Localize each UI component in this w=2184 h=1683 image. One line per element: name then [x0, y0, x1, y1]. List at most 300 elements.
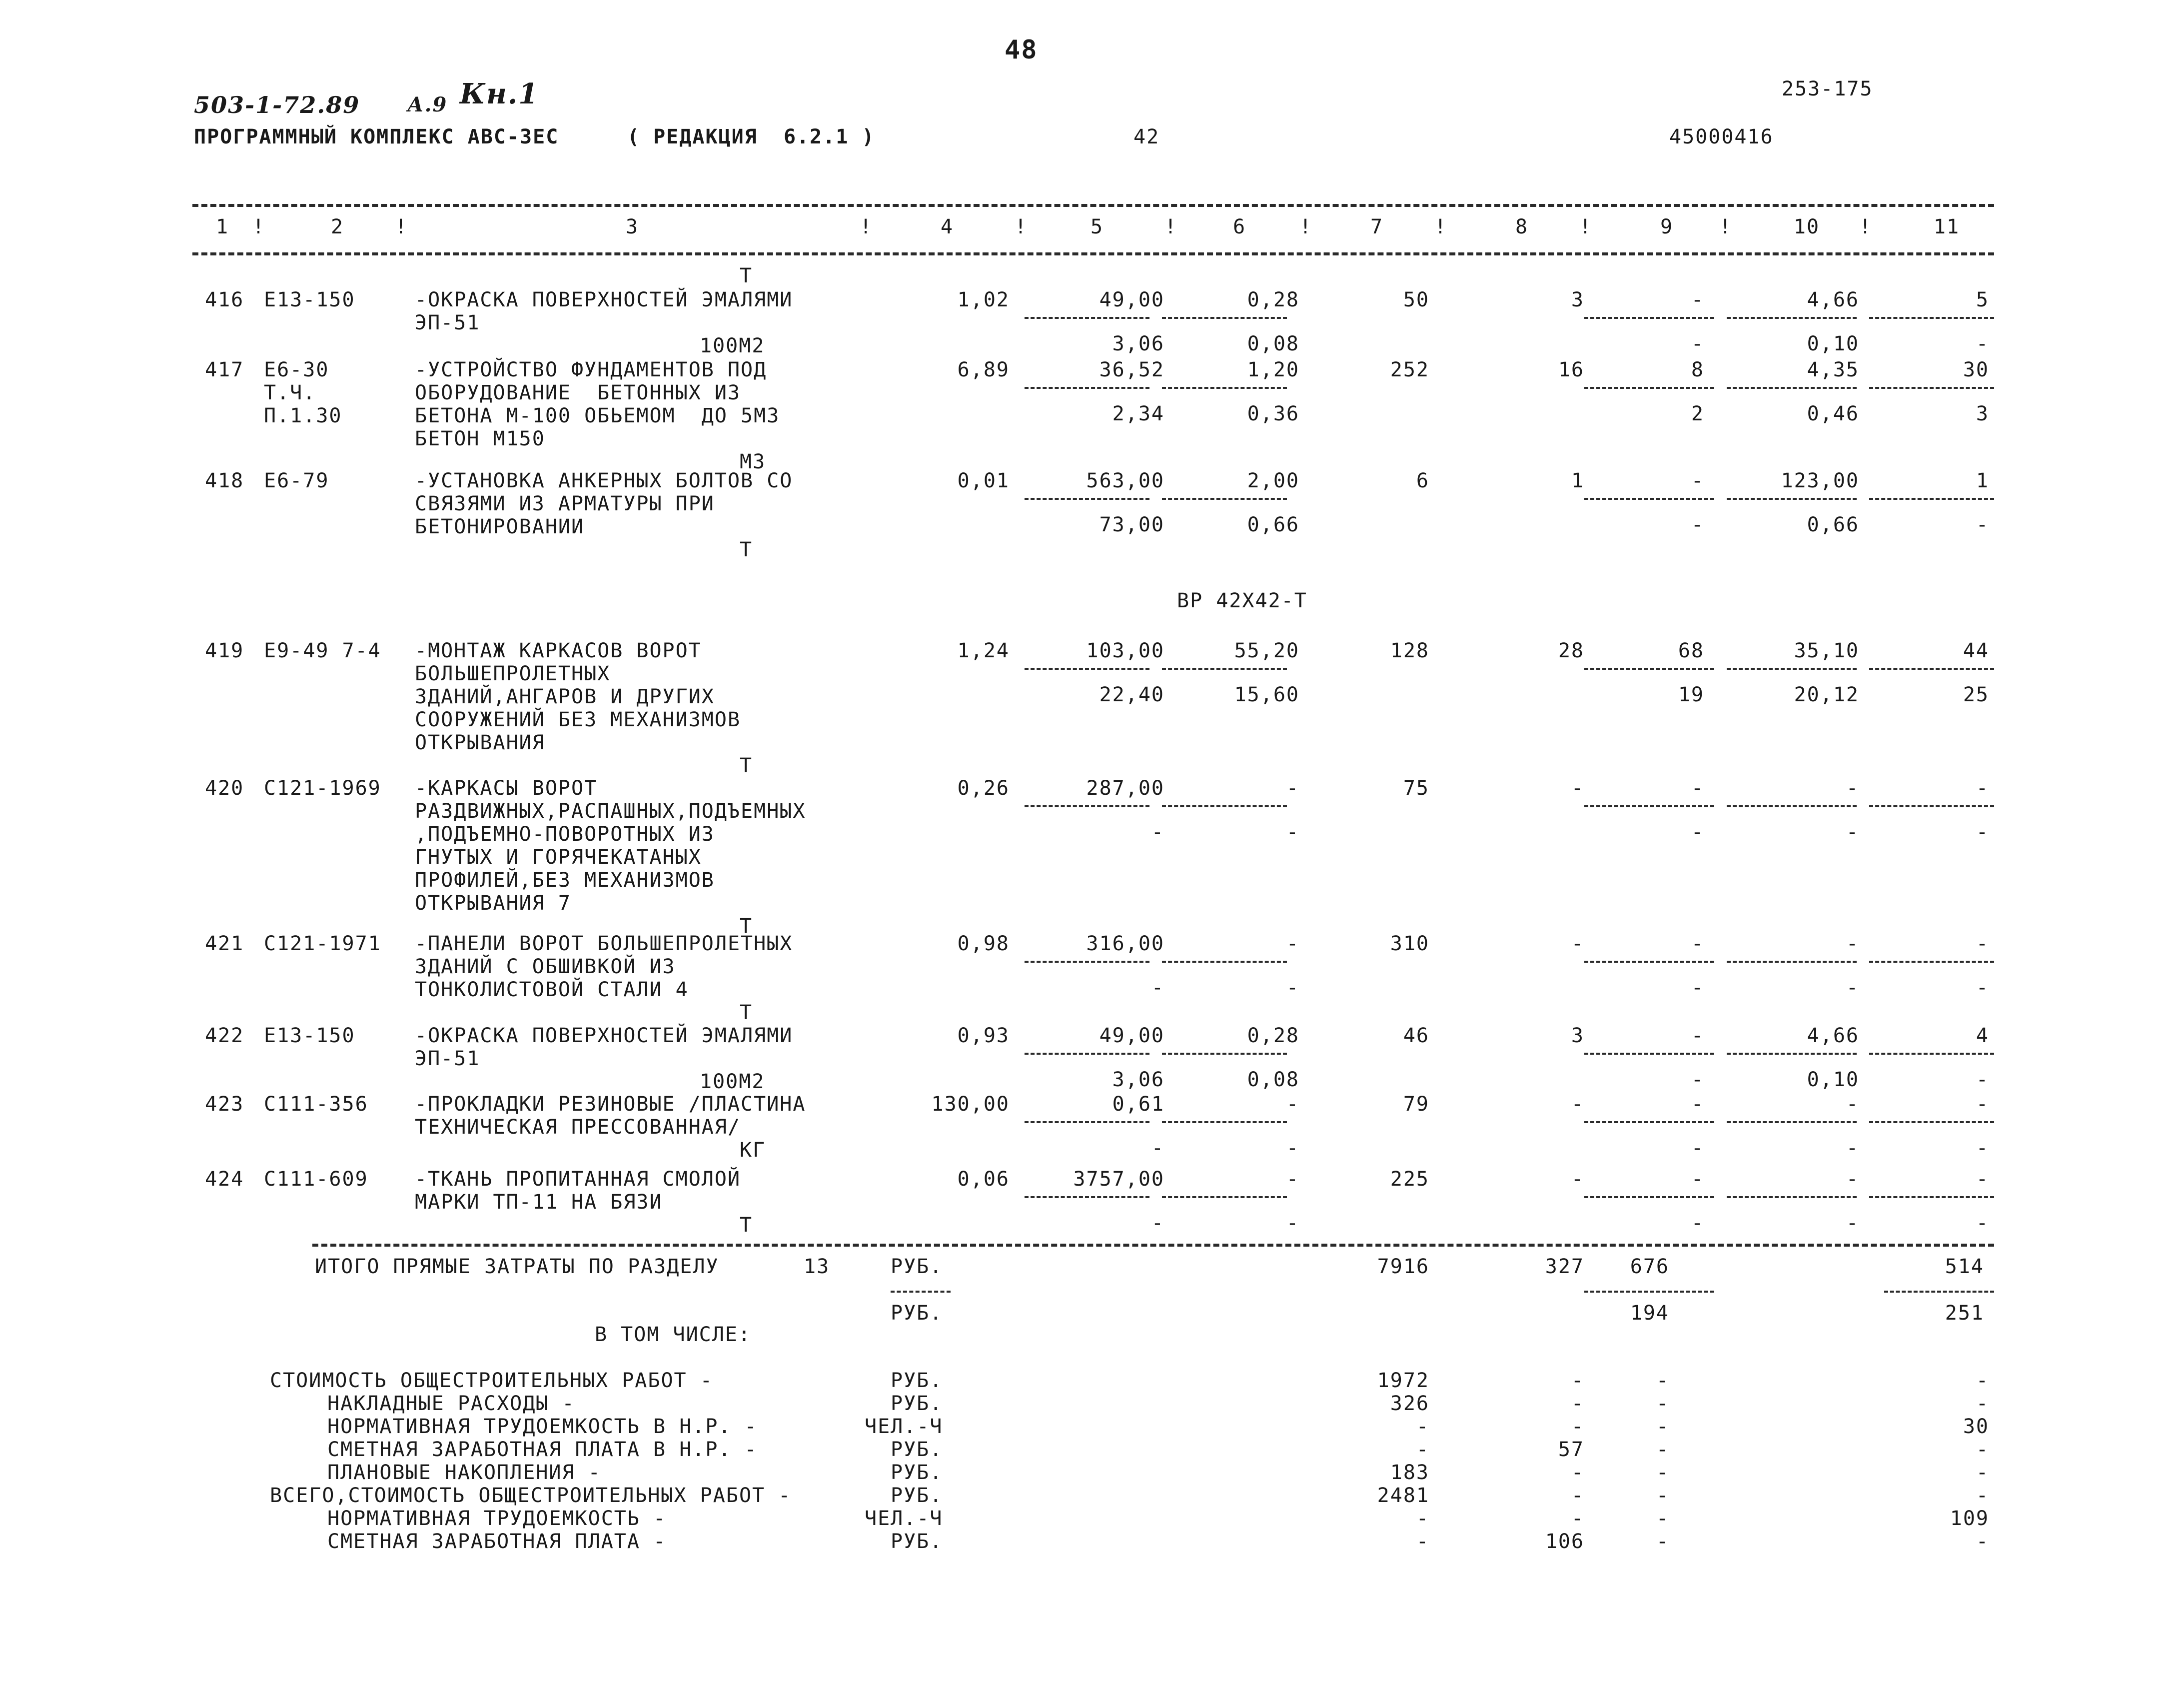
work-description: -ПАНЕЛИ ВОРОТ БОЛЬШЕПРОЛЕТНЫХ: [415, 932, 793, 955]
cell-c6b: 0,36: [1247, 402, 1299, 425]
fraction-rule: [1025, 1121, 1149, 1123]
cell-c7: 50: [1403, 288, 1429, 311]
column-separator: !: [1015, 215, 1028, 238]
summary-c9: -: [1656, 1507, 1669, 1530]
cell-c5: 287,00: [1086, 777, 1164, 800]
cell-c6b: -: [1286, 1137, 1299, 1160]
cell-c9: -: [1691, 777, 1704, 800]
cell-c5b: -: [1151, 821, 1164, 844]
fraction-rule: [1162, 498, 1287, 500]
fraction-rule: [1162, 805, 1287, 807]
resource-code: П.1.30: [264, 404, 342, 427]
cell-c10: -: [1846, 777, 1859, 800]
total-c11: 514: [1945, 1255, 1984, 1278]
cell-c8: 3: [1571, 1024, 1584, 1047]
cell-c9: -: [1691, 288, 1704, 311]
summary-label: ПЛАНОВЫЕ НАКОПЛЕНИЯ -: [327, 1461, 601, 1484]
column-separator: !: [1579, 215, 1593, 238]
cell-c6: -: [1286, 1093, 1299, 1116]
work-description: -УСТРОЙСТВО ФУНДАМЕНТОВ ПОД: [415, 358, 767, 381]
summary-c9: -: [1656, 1530, 1669, 1553]
work-description: -ОКРАСКА ПОВЕРХНОСТЕЙ ЭМАЛЯМИ: [415, 1024, 793, 1047]
column-header-5: 5: [1090, 215, 1104, 238]
cell-c9b: 2: [1691, 402, 1704, 425]
summary-unit: РУБ.: [891, 1369, 943, 1392]
fraction-rule: [1584, 317, 1714, 319]
cell-c5: 0,61: [1112, 1093, 1164, 1116]
fraction-rule: [1727, 668, 1857, 670]
ref-code: 45000416: [1669, 125, 1774, 148]
summary-c9: -: [1656, 1484, 1669, 1507]
cell-c6b: 0,08: [1247, 1068, 1299, 1091]
work-description: ТОНКОЛИСТОВОЙ СТАЛИ 4: [415, 978, 689, 1001]
cell-c9b: -: [1691, 1137, 1704, 1160]
cell-c5b: -: [1151, 976, 1164, 999]
column-header-6: 6: [1232, 215, 1246, 238]
cell-c4: 130,00: [931, 1093, 1010, 1116]
cell-c6: 1,20: [1247, 358, 1299, 381]
total-unit-2: РУБ.: [891, 1302, 943, 1325]
work-description: БЕТОНА М-100 ОБЬЕМОМ ДО 5М3: [415, 404, 780, 427]
unit-of-measure: Т: [740, 754, 753, 777]
resource-code: Е13-150: [264, 1024, 355, 1047]
fraction-rule: [1869, 1121, 1994, 1123]
summary-c11: -: [1976, 1484, 1989, 1507]
cell-c10b: 0,10: [1807, 332, 1859, 355]
fraction-rule: [1727, 1053, 1857, 1055]
fraction-rule: [1584, 668, 1714, 670]
cell-c9b: -: [1691, 332, 1704, 355]
cell-c7: 79: [1403, 1093, 1429, 1116]
column-header-7: 7: [1370, 215, 1384, 238]
summary-c7: 2481: [1377, 1484, 1429, 1507]
cell-c6: 0,28: [1247, 1024, 1299, 1047]
cell-c4: 0,01: [957, 469, 1010, 492]
total-label: ИТОГО ПРЯМЫЕ ЗАТРАТЫ ПО РАЗДЕЛУ: [315, 1255, 719, 1278]
cell-c10: -: [1846, 1168, 1859, 1191]
summary-label: ВСЕГО,СТОИМОСТЬ ОБЩЕСТРОИТЕЛЬНЫХ РАБОТ -: [270, 1484, 792, 1507]
work-description: ТЕХНИЧЕСКАЯ ПРЕССОВАННАЯ/: [415, 1116, 741, 1139]
cell-c5: 36,52: [1099, 358, 1164, 381]
work-description: СООРУЖЕНИЙ БЕЗ МЕХАНИЗМОВ: [415, 708, 741, 731]
work-description: -ОКРАСКА ПОВЕРХНОСТЕЙ ЭМАЛЯМИ: [415, 288, 793, 311]
cell-c11b: -: [1976, 976, 1989, 999]
cell-c10b: 0,10: [1807, 1068, 1859, 1091]
summary-c8: -: [1571, 1461, 1584, 1484]
cell-c8: -: [1571, 1168, 1584, 1191]
summary-label: СМЕТНАЯ ЗАРАБОТНАЯ ПЛАТА -: [327, 1530, 667, 1553]
summary-label: СТОИМОСТЬ ОБЩЕСТРОИТЕЛЬНЫХ РАБОТ -: [270, 1369, 713, 1392]
fraction-rule: [1869, 961, 1994, 963]
cell-c6b: -: [1286, 821, 1299, 844]
cell-c7: 128: [1390, 639, 1429, 662]
cell-c11b: 3: [1976, 402, 1989, 425]
cell-c10b: -: [1846, 976, 1859, 999]
cell-c11b: -: [1976, 1068, 1989, 1091]
cell-c5b: 3,06: [1112, 332, 1164, 355]
fraction-rule: [1162, 1196, 1287, 1198]
work-description: СВЯЗЯМИ ИЗ АРМАТУРЫ ПРИ: [415, 492, 715, 515]
cell-c9b: 19: [1678, 683, 1704, 706]
work-description: -КАРКАСЫ ВОРОТ: [415, 777, 598, 800]
fraction-rule: [1584, 1121, 1714, 1123]
cell-c5: 563,00: [1086, 469, 1164, 492]
fraction-rule: [1727, 1121, 1857, 1123]
cell-c11b: 25: [1963, 683, 1989, 706]
fraction-rule: [1025, 1053, 1149, 1055]
cell-c8: -: [1571, 932, 1584, 955]
summary-label: СМЕТНАЯ ЗАРАБОТНАЯ ПЛАТА В Н.Р. -: [327, 1438, 758, 1461]
cell-c7: 6: [1416, 469, 1429, 492]
cell-c9: -: [1691, 1168, 1704, 1191]
cell-c4: 6,89: [957, 358, 1010, 381]
cell-c11: 44: [1963, 639, 1989, 662]
fraction-rule: [1727, 498, 1857, 500]
including-label: В ТОМ ЧИСЛЕ:: [595, 1323, 751, 1346]
cell-c9: 68: [1678, 639, 1704, 662]
resource-code: Е6-79: [264, 469, 329, 492]
cell-c6b: 0,66: [1247, 513, 1299, 536]
work-description: ЗДАНИЙ С ОБШИВКОЙ ИЗ: [415, 955, 676, 978]
work-description: -УСТАНОВКА АНКЕРНЫХ БОЛТОВ СО: [415, 469, 793, 492]
cell-c8: -: [1571, 777, 1584, 800]
summary-c11: -: [1976, 1369, 1989, 1392]
column-separator: !: [1719, 215, 1733, 238]
cell-c5: 49,00: [1099, 1024, 1164, 1047]
cell-c5: 316,00: [1086, 932, 1164, 955]
total-rule: [312, 1244, 1994, 1247]
summary-unit: РУБ.: [891, 1392, 943, 1415]
cell-c9b: -: [1691, 1068, 1704, 1091]
row-number: 417: [205, 358, 244, 381]
total-c8: 327: [1545, 1255, 1584, 1278]
fraction-rule: [1025, 1196, 1149, 1198]
column-header-4: 4: [940, 215, 954, 238]
work-description: РАЗДВИЖНЫХ,РАСПАШНЫХ,ПОДЪЕМНЫХ: [415, 800, 806, 823]
cell-c10b: -: [1846, 1137, 1859, 1160]
cell-c10: 35,10: [1794, 639, 1859, 662]
cell-c4: 1,02: [957, 288, 1010, 311]
fraction-rule: [1584, 805, 1714, 807]
summary-c7: -: [1416, 1530, 1429, 1553]
cell-c11: -: [1976, 777, 1989, 800]
column-separator: !: [860, 215, 873, 238]
fraction-rule: [1584, 498, 1714, 500]
cell-c7: 310: [1390, 932, 1429, 955]
resource-code: Е13-150: [264, 288, 355, 311]
summary-c11: 30: [1963, 1415, 1989, 1438]
cell-c5: 103,00: [1086, 639, 1164, 662]
work-description: ГНУТЫХ И ГОРЯЧЕКАТАНЫХ: [415, 846, 702, 869]
cell-c8: 3: [1571, 288, 1584, 311]
unit-of-measure: М3: [740, 450, 766, 473]
column-separator: !: [252, 215, 266, 238]
cell-c9: -: [1691, 1024, 1704, 1047]
total-unit: РУБ.: [891, 1255, 943, 1278]
row-number: 419: [205, 639, 244, 662]
fraction-rule: [1162, 317, 1287, 319]
cell-c9: -: [1691, 469, 1704, 492]
header-rule-bottom: [192, 252, 1994, 255]
fraction-rule: [1162, 1121, 1287, 1123]
unit-of-measure: 100М2: [700, 1070, 765, 1093]
summary-unit: РУБ.: [891, 1461, 943, 1484]
cell-c5: 3757,00: [1073, 1168, 1164, 1191]
total-c9-rule: [1584, 1291, 1714, 1293]
total-unit-rule: [891, 1291, 951, 1293]
work-description: ,ПОДЪЕМНО-ПОВОРОТНЫХ ИЗ: [415, 823, 715, 846]
cell-c4: 0,06: [957, 1168, 1010, 1191]
cell-c4: 1,24: [957, 639, 1010, 662]
cell-c8: 16: [1558, 358, 1584, 381]
resource-code: Т.Ч.: [264, 381, 316, 404]
page-number: 48: [1005, 35, 1038, 65]
work-description: БЕТОНИРОВАНИИ: [415, 515, 585, 538]
unit-of-measure: Т: [740, 1214, 753, 1237]
cell-c11b: -: [1976, 332, 1989, 355]
cell-c5b: -: [1151, 1137, 1164, 1160]
fraction-rule: [1727, 317, 1857, 319]
column-header-9: 9: [1660, 215, 1674, 238]
summary-c8: -: [1571, 1484, 1584, 1507]
cell-c9: 8: [1691, 358, 1704, 381]
fraction-rule: [1727, 387, 1857, 389]
row-number: 423: [205, 1093, 244, 1116]
cell-c9b: -: [1691, 976, 1704, 999]
summary-c8: 106: [1545, 1530, 1584, 1553]
fraction-rule: [1584, 1053, 1714, 1055]
cell-c4: 0,93: [957, 1024, 1010, 1047]
cell-c6b: 15,60: [1234, 683, 1299, 706]
column-separator: !: [395, 215, 408, 238]
summary-c7: 326: [1390, 1392, 1429, 1415]
cell-c5b: 73,00: [1099, 513, 1164, 536]
summary-unit: РУБ.: [891, 1438, 943, 1461]
resource-code: С121-1971: [264, 932, 381, 955]
fraction-rule: [1162, 1053, 1287, 1055]
fraction-rule: [1584, 1196, 1714, 1198]
work-description: БОЛЬШЕПРОЛЕТНЫХ: [415, 662, 611, 685]
cell-c10b: 20,12: [1794, 683, 1859, 706]
summary-unit: РУБ.: [891, 1530, 943, 1553]
fraction-rule: [1869, 668, 1994, 670]
cell-c6b: -: [1286, 976, 1299, 999]
cell-c11: 4: [1976, 1024, 1989, 1047]
cell-c10: 4,66: [1807, 288, 1859, 311]
fraction-rule: [1869, 805, 1994, 807]
cell-c8: 1: [1571, 469, 1584, 492]
fraction-rule: [1727, 1196, 1857, 1198]
summary-c7: -: [1416, 1507, 1429, 1530]
cell-c11: 1: [1976, 469, 1989, 492]
cell-c5b: -: [1151, 1212, 1164, 1235]
summary-c9: -: [1656, 1369, 1669, 1392]
cell-c11b: -: [1976, 513, 1989, 536]
cell-c10b: -: [1846, 821, 1859, 844]
fraction-rule: [1727, 961, 1857, 963]
cell-c6: -: [1286, 932, 1299, 955]
row-number: 418: [205, 469, 244, 492]
summary-c9: -: [1656, 1392, 1669, 1415]
work-description: -ТКАНЬ ПРОПИТАННАЯ СМОЛОЙ: [415, 1168, 741, 1191]
summary-c8: 57: [1558, 1438, 1584, 1461]
resource-code: Е6-30: [264, 358, 329, 381]
cell-c11b: -: [1976, 1137, 1989, 1160]
work-description: ПРОФИЛЕЙ,БЕЗ МЕХАНИЗМОВ: [415, 869, 715, 892]
cell-c11: -: [1976, 932, 1989, 955]
summary-c9: -: [1656, 1438, 1669, 1461]
cell-c10: 123,00: [1781, 469, 1859, 492]
column-separator: !: [1859, 215, 1873, 238]
cell-c6: 55,20: [1234, 639, 1299, 662]
fraction-rule: [1162, 668, 1287, 670]
doc-code: 503-1-72.89: [194, 91, 360, 118]
work-description: ЭП-51: [415, 311, 480, 334]
unit-of-measure: 100М2: [700, 334, 765, 357]
cell-c10b: 0,46: [1807, 402, 1859, 425]
cell-c5: 49,00: [1099, 288, 1164, 311]
summary-c8: -: [1571, 1415, 1584, 1438]
cell-c9: -: [1691, 932, 1704, 955]
fraction-rule: [1025, 498, 1149, 500]
resource-code: С121-1969: [264, 777, 381, 800]
summary-unit: РУБ.: [891, 1484, 943, 1507]
cell-c11b: -: [1976, 821, 1989, 844]
summary-c7: 183: [1390, 1461, 1429, 1484]
work-description: ОТКРЫВАНИЯ 7: [415, 892, 571, 915]
column-separator: !: [1299, 215, 1313, 238]
cell-c11: 30: [1963, 358, 1989, 381]
work-description: ОТКРЫВАНИЯ: [415, 731, 545, 754]
fraction-rule: [1025, 317, 1149, 319]
edition: ( РЕДАКЦИЯ 6.2.1 ): [627, 125, 875, 148]
work-description: МАРКИ ТП-11 НА БЯЗИ: [415, 1191, 663, 1214]
unit-of-measure: Т: [740, 915, 753, 938]
cell-c7: 46: [1403, 1024, 1429, 1047]
summary-c11: -: [1976, 1438, 1989, 1461]
cell-c6b: 0,08: [1247, 332, 1299, 355]
unit-of-measure: Т: [740, 1001, 753, 1024]
cell-c9b: -: [1691, 1212, 1704, 1235]
fraction-rule: [1584, 387, 1714, 389]
row-number: 422: [205, 1024, 244, 1047]
cell-c10: -: [1846, 932, 1859, 955]
fraction-rule: [1025, 387, 1149, 389]
cell-c5b: 22,40: [1099, 683, 1164, 706]
fraction-rule: [1869, 317, 1994, 319]
column-separator: !: [1164, 215, 1178, 238]
cell-c6: 0,28: [1247, 288, 1299, 311]
summary-c11: -: [1976, 1461, 1989, 1484]
fraction-rule: [1869, 498, 1994, 500]
total-c11-rule: [1884, 1291, 1994, 1293]
cell-c11: -: [1976, 1168, 1989, 1191]
column-header-11: 11: [1933, 215, 1960, 238]
summary-c9: -: [1656, 1461, 1669, 1484]
fraction-rule: [1025, 805, 1149, 807]
summary-c11: 109: [1950, 1507, 1989, 1530]
row-number: 420: [205, 777, 244, 800]
cell-c7: 75: [1403, 777, 1429, 800]
cell-c6: -: [1286, 1168, 1299, 1191]
cell-c9b: -: [1691, 821, 1704, 844]
total-c11b: 251: [1945, 1302, 1984, 1325]
total-c9: 676: [1630, 1255, 1669, 1278]
summary-c8: -: [1571, 1369, 1584, 1392]
section-title: ВР 42Х42-Т: [1177, 589, 1307, 612]
unit-of-measure: Т: [740, 538, 753, 561]
total-section: 13: [804, 1255, 830, 1278]
fraction-rule: [1025, 668, 1149, 670]
cell-c11: 5: [1976, 288, 1989, 311]
summary-label: НОРМАТИВНАЯ ТРУДОЕМКОСТЬ В Н.Р. -: [327, 1415, 758, 1438]
cell-c8: -: [1571, 1093, 1584, 1116]
cell-c10b: -: [1846, 1212, 1859, 1235]
unit-of-measure: КГ: [740, 1139, 766, 1162]
total-c7: 7916: [1377, 1255, 1429, 1278]
unit-above: Т: [740, 264, 753, 287]
column-header-10: 10: [1793, 215, 1820, 238]
header-rule-top: [192, 204, 1994, 207]
cell-c5b: 3,06: [1112, 1068, 1164, 1091]
summary-c11: -: [1976, 1530, 1989, 1553]
summary-c11: -: [1976, 1392, 1989, 1415]
cell-c4: 0,98: [957, 932, 1010, 955]
work-description: ОБОРУДОВАНИЕ БЕТОННЫХ ИЗ: [415, 381, 741, 404]
column-header-1: 1: [215, 215, 229, 238]
resource-code: Е9-49 7-4: [264, 639, 381, 662]
resource-code: С111-356: [264, 1093, 368, 1116]
work-description: ЭП-51: [415, 1047, 480, 1070]
summary-c7: -: [1416, 1415, 1429, 1438]
summary-c7: -: [1416, 1438, 1429, 1461]
cell-c11: -: [1976, 1093, 1989, 1116]
row-number: 421: [205, 932, 244, 955]
album-label: А.9: [407, 93, 448, 116]
cell-c7: 252: [1390, 358, 1429, 381]
cell-c8: 28: [1558, 639, 1584, 662]
row-number: 424: [205, 1168, 244, 1191]
fraction-rule: [1162, 961, 1287, 963]
cell-c4: 0,26: [957, 777, 1010, 800]
cell-c5b: 2,34: [1112, 402, 1164, 425]
program-name: ПРОГРАММНЫЙ КОМПЛЕКС АВС-3ЕС: [194, 125, 559, 148]
cell-c11b: -: [1976, 1212, 1989, 1235]
summary-c7: 1972: [1377, 1369, 1429, 1392]
total-c9b: 194: [1630, 1302, 1669, 1325]
work-description: -МОНТАЖ КАРКАСОВ ВОРОТ: [415, 639, 702, 662]
fraction-rule: [1025, 961, 1149, 963]
fraction-rule: [1869, 1053, 1994, 1055]
cell-c10: -: [1846, 1093, 1859, 1116]
summary-c8: -: [1571, 1392, 1584, 1415]
cell-c9b: -: [1691, 513, 1704, 536]
ref-top: 253-175: [1782, 77, 1873, 100]
row-number: 416: [205, 288, 244, 311]
cell-c9: -: [1691, 1093, 1704, 1116]
book-label: Кн.1: [460, 77, 539, 110]
summary-unit: ЧЕЛ.-Ч: [865, 1507, 943, 1530]
column-separator: !: [1434, 215, 1448, 238]
fraction-rule: [1727, 805, 1857, 807]
sheet-number: 42: [1133, 125, 1160, 148]
work-description: БЕТОН М150: [415, 427, 545, 450]
summary-label: НОРМАТИВНАЯ ТРУДОЕМКОСТЬ -: [327, 1507, 667, 1530]
work-description: -ПРОКЛАДКИ РЕЗИНОВЫЕ /ПЛАСТИНА: [415, 1093, 806, 1116]
fraction-rule: [1162, 387, 1287, 389]
work-description: ЗДАНИЙ,АНГАРОВ И ДРУГИХ: [415, 685, 715, 708]
fraction-rule: [1869, 387, 1994, 389]
